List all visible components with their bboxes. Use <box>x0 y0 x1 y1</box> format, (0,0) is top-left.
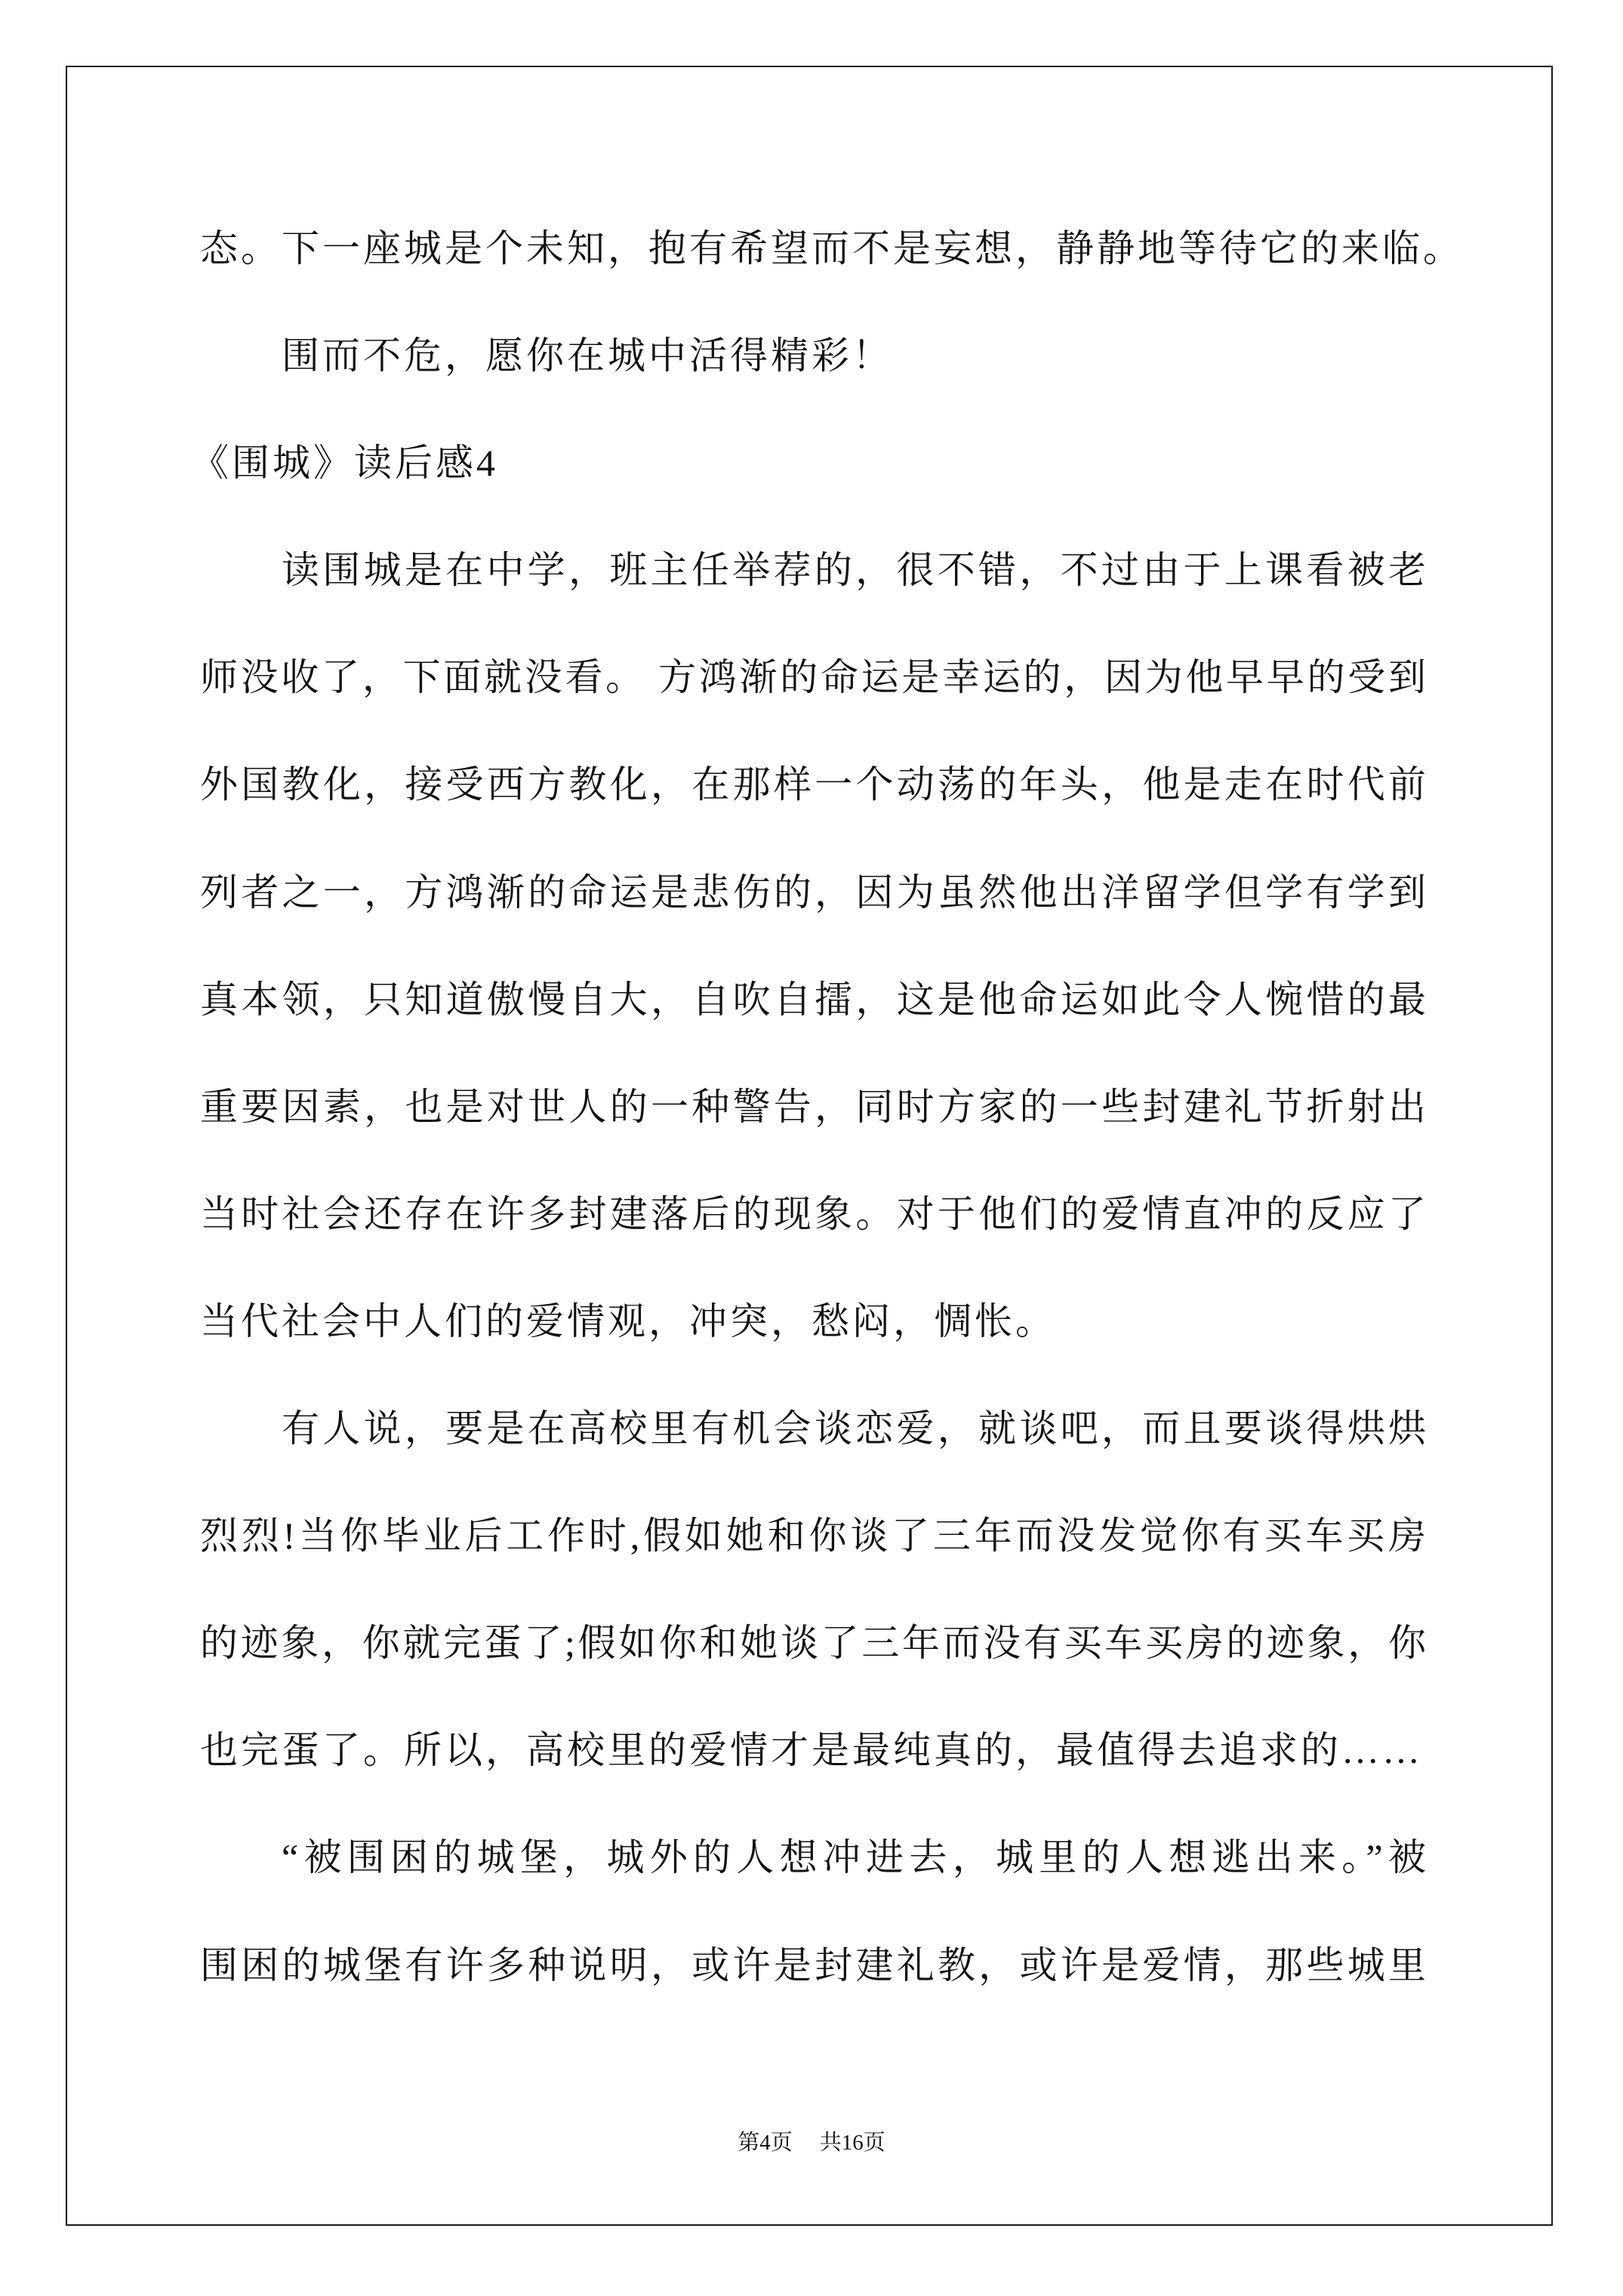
page-number: 第4页 <box>738 2131 793 2155</box>
body-line: 当代社会中人们的爱情观，冲突，愁闷，惆怅。 <box>200 1299 1056 1342</box>
body-line: 当时社会还存在许多封建落后的现象。对于他们的爱情直冲的反应了 <box>200 1192 1430 1235</box>
body-line: 围困的城堡有许多种说明，或许是封建礼教，或许是爱情，那些城里 <box>200 1943 1430 1986</box>
body-line: 师没收了，下面就没看。 方鸿渐的命运是幸运的，因为他早早的受到 <box>200 656 1429 699</box>
page-total: 共16页 <box>819 2131 885 2155</box>
body-line: “被围困的城堡，城外的人想冲进去，城里的人想逃出来。”被 <box>282 1836 1432 1879</box>
document-body <box>191 195 1464 2019</box>
body-line: 烈烈!当你毕业后工作时,假如她和你谈了三年而没发觉你有买车买房 <box>200 1515 1430 1558</box>
body-line: 有人说，要是在高校里有机会谈恋爱，就谈吧，而且要谈得烘烘 <box>282 1407 1430 1450</box>
body-line: 列者之一，方鸿渐的命运是悲伤的，因为虽然他出洋留学但学有学到 <box>200 871 1430 914</box>
page-footer <box>0 2128 1623 2158</box>
essay-title: 《围城》读后感4 <box>191 442 498 485</box>
body-line: 也完蛋了。所以，高校里的爱情才是最纯真的，最值得去追求的…… <box>200 1729 1423 1772</box>
body-line: 的迹象，你就完蛋了;假如你和她谈了三年而没有买车买房的迹象，你 <box>200 1622 1429 1665</box>
body-line: 重要因素，也是对世人的一种警告，同时方家的一些封建礼节折射出 <box>200 1085 1430 1128</box>
body-line: 真本领，只知道傲慢自大，自吹自擂，这是他命运如此令人惋惜的最 <box>200 978 1430 1021</box>
body-line: 读围城是在中学，班主任举荐的，很不错，不过由于上课看被老 <box>282 549 1430 592</box>
body-line: 态。下一座城是个未知，抱有希望而不是妄想，静静地等待它的来临。 <box>200 227 1464 270</box>
body-line: 外国教化，接受西方教化，在那样一个动荡的年头，他是走在时代前 <box>200 763 1430 806</box>
closing-line: 围而不危，愿你在城中活得精彩！ <box>282 334 893 378</box>
